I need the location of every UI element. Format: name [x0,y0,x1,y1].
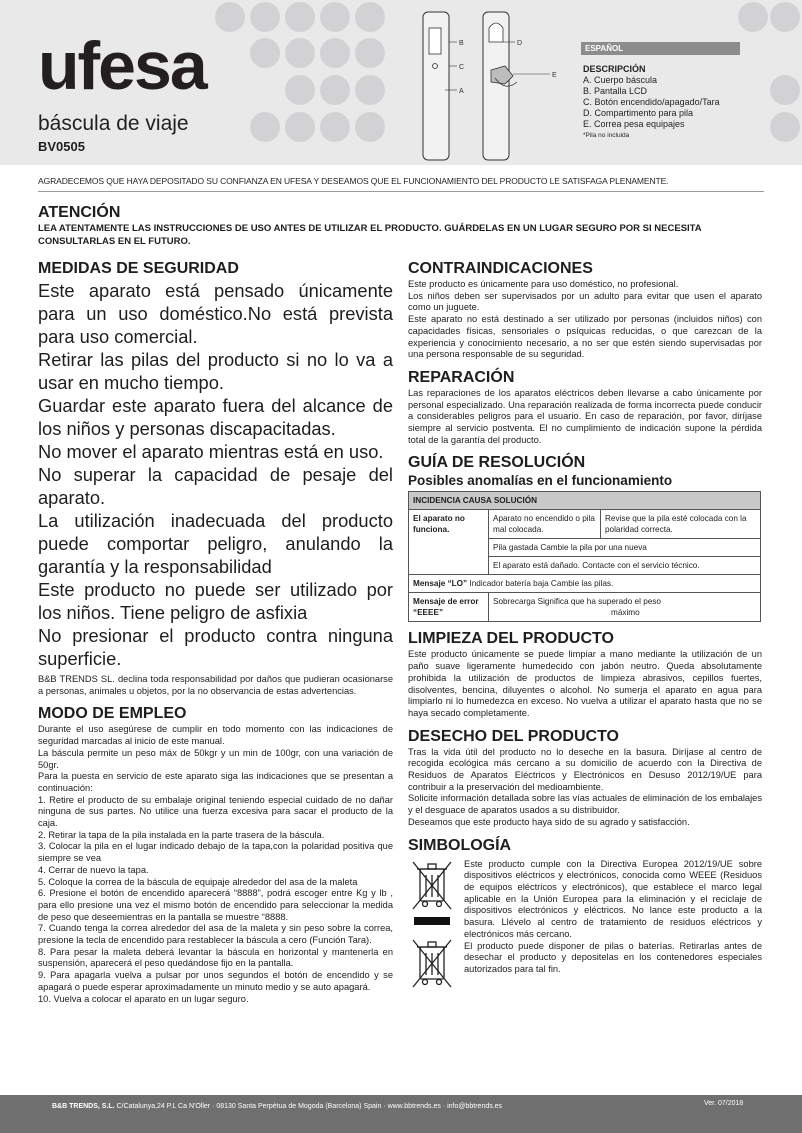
table-row [409,575,761,593]
decorative-dot [250,2,280,32]
decorative-dot [250,38,280,68]
footer [0,1095,802,1133]
usage-paragraph: Para la puesta en servicio de este aparato siga las indicaciones que se presentan a continuación: [38,771,393,793]
usage-section [38,705,393,1005]
disposal-paragraph: Tras la vida útil del producto no lo deseche en la basura. Diríjase al centro de recogida ecológica más cercano a su domicilio de acuerdo con la Directiva de Residuos de Aparatos Eléctricos y Electrónicos en Desuso 2012/19/UE para contribuir a la preservación del medioambiente. [408,746,762,792]
description-title: DESCRIPCIÓN [583,64,646,74]
description-item: E. Correa pesa equipajes [583,119,685,129]
safety-item: Guardar este aparato fuera del alcance de los niños y personas discapacitadas. [38,395,393,439]
table-cell [409,575,761,593]
safety-item: No mover el aparato mientras está en uso. [38,441,384,462]
symbols-text: Este producto cumple con la Directiva Europea 2012/19/UE sobre dispositivos eléctricos y electrónicos, conocida como WEEE (Residuos de equipos eléctricos y electrónicos), que establece el marco legal aplicable en la Unión Europea para la eliminación y el reciclaje de dispositivos electrónicos y eléctricos. No lance este producto a la basura. Llévelo al centro de tratamiento de residuos eléctricos y electrónicos más cercano. [464,858,762,939]
table-cell: El aparato no funciona. [409,510,489,575]
table-cell: Pila gastada Cambie la pila por una nueva [489,539,761,557]
decorative-dot [738,2,768,32]
decorative-dot [285,2,315,32]
usage-step: 4. Cerrar de nuevo la tapa. [38,864,149,875]
decorative-dot [285,75,315,105]
battery-note: *Pila no incluida [583,132,630,139]
repair-title: REPARACIÓN [408,368,515,386]
repair-section [408,369,762,447]
decorative-dot [320,75,350,105]
safety-title: MEDIDAS DE SEGURIDAD [38,260,239,277]
table-cell-text: máximo [611,608,640,618]
figure-label-a: A [459,88,464,95]
table-cell: Aparato no encendido o pila mal colocada. [489,510,601,539]
disposal-paragraph: Solicite información detallada sobre las vías actuales de eliminación de los embalajes y el desguace de aparatos usados a su distribuidor. [408,793,762,816]
symbols-title: SIMBOLOGÍA [408,836,512,854]
brand-logo: ufesa [38,28,206,104]
usage-step: 8. Para pesar la maleta deberá levantar la báscula en horizontal y mantenerla en suspensión, aparecerá el peso quedándose fijo en la pantalla. [38,946,393,969]
footer-version: Ver. 07/2018 [704,1100,744,1107]
figure-label-c: C [459,64,465,71]
left-column [38,260,393,1013]
description-item: A. Cuerpo báscula [583,75,658,85]
table-cell: Revise que la pila esté colocada con la polaridad correcta. [601,510,761,539]
decorative-dot [355,2,385,32]
usage-step: 5. Coloque la correa de la báscula de equipaje alrededor del asa de la maleta [38,876,358,887]
symbols-text: El producto puede disponer de pilas o baterías. Retirarlas antes de desechar el producto y depositelas en los contenedores especiales autorizados para tal fin. [464,940,762,974]
disposal-title: DESECHO DEL PRODUCTO [408,727,619,745]
header-band [0,0,802,165]
contra-paragraph: Este aparato no está destinado a ser utilizado por personas (incluidos niños) con capacidades físicas, sensoriales o psíquicas reducidas, o que carezcan de la experiencia y conocimiento necesario, a no ser que estén siendo supervisadas por una persona responsable de su seguridad. [408,314,762,360]
guide-title: GUÍA DE RESOLUCIÓN [408,454,586,472]
figure-label-e: E [552,72,557,79]
decorative-dot [320,2,350,32]
safety-item: Este producto no puede ser utilizado por los niños. Tiene peligro de asfixia [38,579,393,623]
safety-disclaimer: B&B TRENDS SL. declina toda responsabilidad por daños que pudieran ocasionarse a personas, animales u objetos, por la no observancia de estas advertencias. [38,674,393,696]
table-cell: Mensaje de error “EEEE” [409,593,489,622]
figure-label-d: D [517,40,523,47]
decorative-dot [320,38,350,68]
decorative-dot [770,75,800,105]
decorative-dot [355,75,385,105]
decorative-dot [355,112,385,142]
safety-item: La utilización inadecuada del producto puede comportar peligro, anulando la garantía y la responsabilidad [38,510,393,577]
usage-step: 10. Vuelva a colocar el aparato en un lugar seguro. [38,993,249,1004]
usage-step: 9. Para apagarla vuelva a pulsar por unos segundos el botón de encendido y se apagará o puede esperar aproximadamente un minuto medio y se auto apagará. [38,970,393,992]
troubleshooting-table [408,491,761,622]
decorative-dot [215,2,245,32]
decorative-dot [355,38,385,68]
safety-section [38,260,393,697]
product-name: báscula de viaje [38,112,189,135]
usage-step: 2. Retirar la tapa de la pila instalada en la parte trasera de la báscula. [38,829,325,840]
table-cell-text: Sobrecarga Significa que ha superado el peso [493,597,661,607]
disposal-paragraph: Deseamos que este producto haya sido de su agrado y satisfacción. [408,816,690,827]
cleaning-text: Este producto únicamente se puede limpiar a mano mediante la utilización de un paño suave ligeramente humedecido con jabón neutro. Queda absolutamente prohibida la utilización de productos de limpieza abrasivos, cepillos fuertes, disolventes, bencina, diluyentes o alcohol. No sumerja el aparato en agua para limpiarlo ni lo humedezca en exceso. No vuelva a utilizar el aparato hasta que no se haya secado completamente. [408,649,762,718]
parts-description [583,64,720,141]
contra-paragraph: Los niños deben ser supervisados por un adulto para evitar que usen el aparato como un juguete. [408,290,762,313]
usage-step: 7. Cuando tenga la correa alrededor del asa de la maleta y sin peso sobre la correa, presione la tecla de encendido para restablecer la báscula a cero (Función Tara). [38,923,393,946]
model-number: BV0505 [38,139,85,154]
description-item: B. Pantalla LCD [583,86,648,96]
decorative-dot [285,38,315,68]
table-cell-text: Indicador batería baja Cambie las pilas. [469,579,614,589]
thanks-line: AGRADECEMOS QUE HAYA DEPOSITADO SU CONFIANZA EN UFESA Y DESEAMOS QUE EL FUNCIONAMIENTO DEL PRODUCTO LE SATISFAGA PLENAMENTE. [38,176,669,186]
attention-text: LEA ATENTAMENTE LAS INSTRUCCIONES DE USO ANTES DE UTILIZAR EL PRODUCTO. GUÁRDELAS EN UN LUGAR SEGURO POR SI NECESITA CONSULTARLAS EN EL FUTURO. [38,223,702,247]
safety-item: Este aparato está pensado únicamente para un uso doméstico.No está prevista para uso comercial. [38,280,393,347]
contra-section [408,260,762,361]
contra-title: CONTRAINDICACIONES [408,260,593,277]
usage-paragraph: La báscula permite un peso máx de 50kgr y un min de 100gr, con una variación de 50gr. [38,747,393,770]
symbols-icons [408,859,464,1014]
weee-bin-icon [408,859,458,1009]
table-header: INCIDENCIA CAUSA SOLUCIÓN [409,492,761,510]
table-row [409,510,761,539]
repair-text: Las reparaciones de los aparatos eléctricos deben llevarse a cabo únicamente por personal especializado. Una reparación realizada de forma incorrecta puede conducir a considerables peligros para el usuario. En caso de reparación, por favor, diríjase siempre al servicio postventa. El no cumplimiento de indicación supone la pérdida total de la garantía del producto. [408,387,762,445]
attention-section [38,204,764,248]
usage-step: 1. Retire el producto de su embalaje original teniendo especial cuidado de no dañar ninguna de sus partes. No utilice una fuerza excesiva para sacar el producto de la caja. [38,794,393,829]
table-cell-label: Mensaje “LO” [413,579,468,589]
cleaning-title: LIMPIEZA DEL PRODUCTO [408,630,614,648]
description-item: C. Botón encendido/apagado/Tara [583,97,720,107]
decorative-dot [770,2,800,32]
safety-item: No superar la capacidad de pesaje del aparato. [38,464,393,508]
figure-label-b: B [459,40,464,47]
description-item: D. Compartimento para pila [583,108,694,118]
contra-paragraph: Este producto es únicamente para uso doméstico, no profesional. [408,279,679,289]
safety-item: Retirar las pilas del producto si no lo va a usar en mucho tiempo. [38,349,393,393]
symbols-section [408,837,762,1014]
attention-title: ATENCIÓN [38,204,121,221]
usage-step: 3. Colocar la pila en el lugar indicado debajo de la tapa,con la polaridad positiva que siempre se vea [38,841,393,864]
decorative-dot [770,112,800,142]
safety-item: No presionar el producto contra ninguna superficie. [38,625,393,669]
usage-step: 6. Presione el botón de encendido aparecerá “8888”, podrá escoger entre Kg y lb , para ello presione una vez el mismo botón de encendido para seleccionar la medida de peso que deseemientras en la pantalla se muestre “8888. [38,888,393,922]
usage-title: MODO DE EMPLEO [38,705,187,723]
cleaning-section [408,630,762,719]
scale-diagram [405,8,575,164]
guide-section [408,454,762,622]
decorative-dot [285,112,315,142]
footer-company: B&B TRENDS, S.L. [52,1103,115,1110]
table-row [409,593,761,622]
decorative-dot [320,112,350,142]
footer-address [52,1103,502,1110]
disposal-section [408,728,762,829]
divider [38,191,764,192]
language-label: ESPAÑOL [581,42,740,55]
table-cell [489,593,761,622]
footer-address-text: C/Catalunya,24 P.L Ca N'Oller · 08130 Santa Perpètua de Mogoda (Barcelona) Spain · www.bbtrends.es · info@bbtrends.es [114,1103,503,1110]
right-column [408,260,762,1022]
usage-paragraph: Durante el uso asegúrese de cumplir en todo momento con las indicaciones de seguridad marcadas al inicio de este manual. [38,724,393,747]
table-cell: El aparato está dañado. Contacte con el servicio técnico. [489,557,761,575]
guide-subtitle: Posibles anomalías en el funcionamiento [408,473,673,489]
decorative-dot [250,112,280,142]
